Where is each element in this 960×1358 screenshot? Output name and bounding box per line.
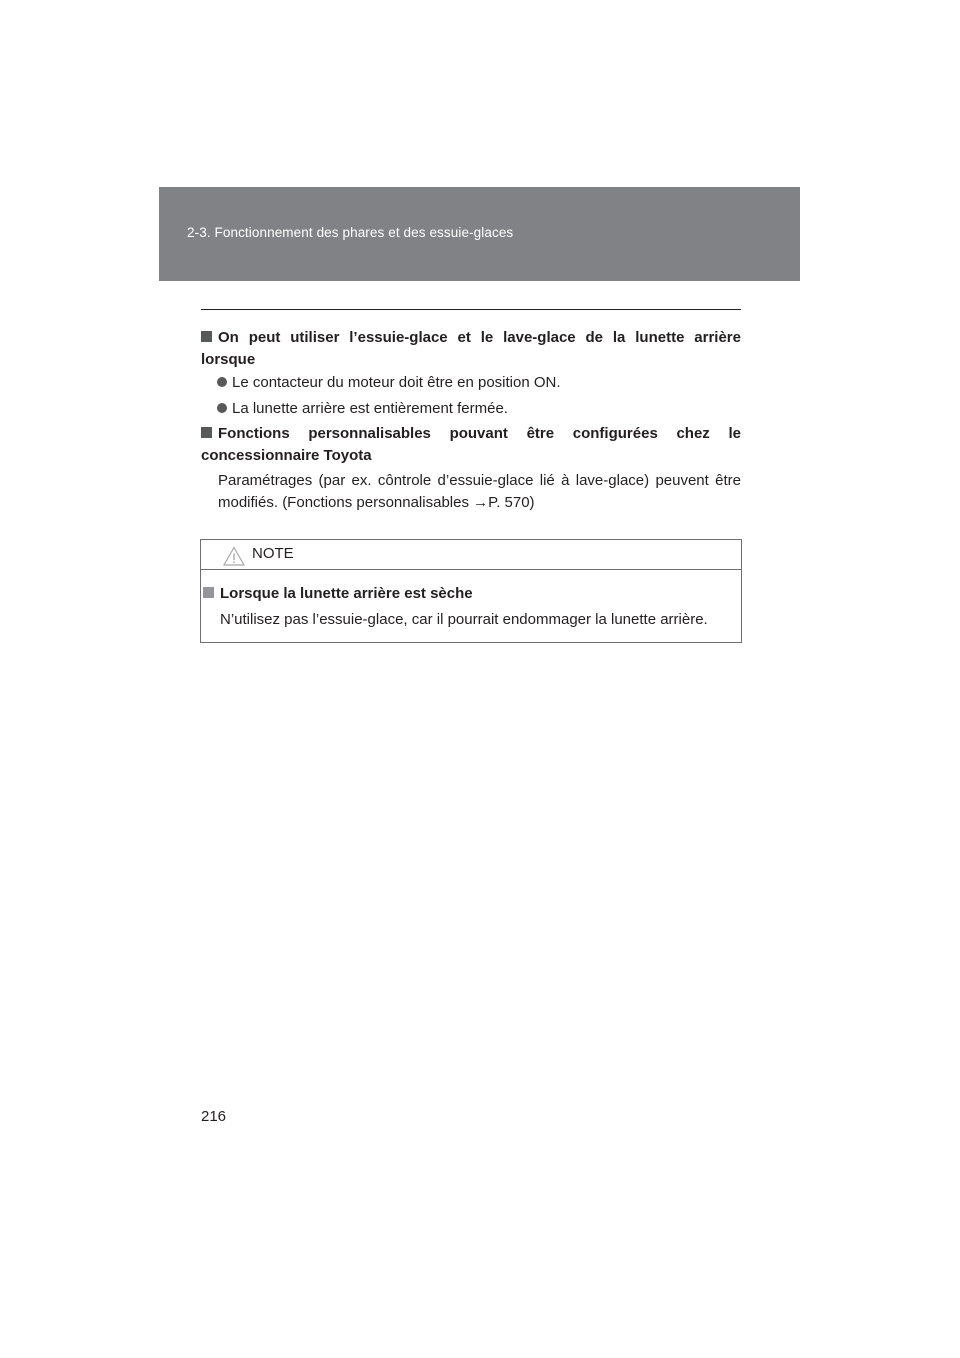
top-divider — [201, 309, 741, 310]
list-item: Le contacteur du moteur doit être en position ON. — [217, 372, 561, 394]
list-item: La lunette arrière est entièrement fermée. — [217, 398, 508, 420]
square-bullet-icon — [201, 331, 212, 342]
page-number: 216 — [201, 1108, 227, 1125]
section-2-body: Paramétrages (par ex. côntrole d’essuie-glace lié à lave-glace) peuvent être modifiés. (Fonctions personnalisables →P. 570) — [218, 472, 741, 511]
note-content — [215, 583, 735, 631]
section-2-heading-block — [201, 423, 741, 467]
note-header — [201, 540, 741, 570]
section-2-heading: Fonctions personnalisables pouvant être configurées chez le concessionnaire Toyota — [201, 425, 741, 464]
note-heading: Lorsque la lunette arrière est sèche — [203, 583, 735, 605]
square-bullet-icon — [201, 427, 212, 438]
section-1-heading-block — [201, 327, 741, 371]
note-label: NOTE — [252, 545, 294, 562]
warning-triangle-icon — [223, 546, 245, 566]
round-bullet-icon — [217, 377, 227, 387]
note-text: N’utilisez pas l’essuie-glace, car il pourrait endommager la lunette arrière. — [220, 611, 708, 628]
note-box — [200, 539, 742, 643]
square-bullet-icon — [203, 587, 214, 598]
section-header-band — [159, 187, 800, 281]
section-title: 2-3. Fonctionnement des phares et des essuie-glaces — [187, 225, 514, 240]
section-1-heading: On peut utiliser l’essuie-glace et le lave-glace de la lunette arrière lorsque — [201, 329, 741, 368]
round-bullet-icon — [217, 403, 227, 413]
